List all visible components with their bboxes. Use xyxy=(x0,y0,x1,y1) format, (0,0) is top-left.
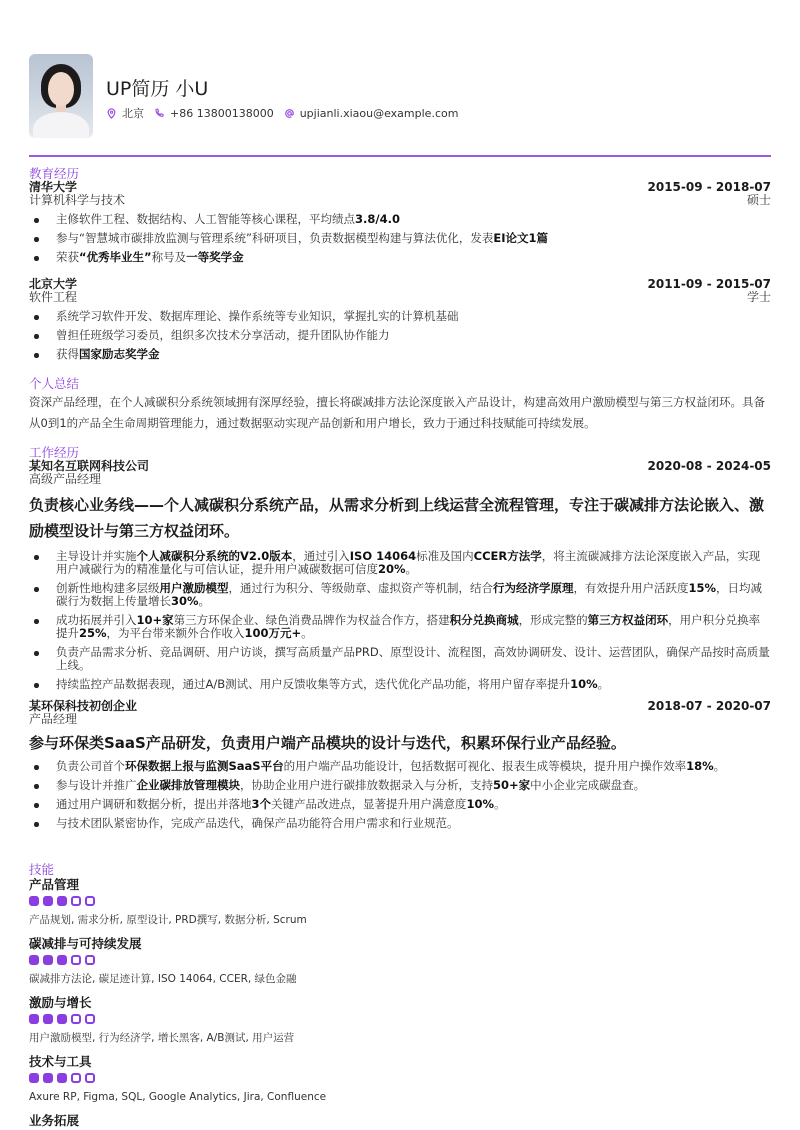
school-name: 北京大学 xyxy=(29,277,78,291)
work-dates: 2020-08 - 2024-05 xyxy=(647,459,771,473)
section-title-summary: 个人总结 xyxy=(29,376,80,391)
summary-text: 资深产品经理，在个人减碳积分系统领域拥有深厚经验，擅长将碳减排方法论深度嵌入产品设计，构建高效用户激励模型与第三方权益闭环。具备从0到1的产品全生命周期管理能力，通过数据驱动实现产品创新和用户增长，致力于通过科技赋能可持续发展。 xyxy=(29,395,765,430)
list-item: 持续监控产品数据表现，通过A/B测试、用户反馈收集等方式，迭代优化产品功能，将用户留存率提升10%。 xyxy=(29,678,771,691)
empty-dot-icon xyxy=(85,955,95,965)
empty-dot-icon xyxy=(71,1014,81,1024)
work-section xyxy=(29,446,771,697)
skill-level-rating xyxy=(29,1014,771,1025)
education-dates: 2015-09 - 2018-07 xyxy=(647,180,771,194)
role-summary: 参与环保类SaaS产品研发，负责用户端产品模块的设计与迭代，积累环保行业产品经验。 xyxy=(29,734,626,752)
education-entry-2 xyxy=(29,278,771,367)
work-entry-2 xyxy=(29,700,771,836)
filled-dot-icon xyxy=(57,1014,67,1024)
education-bullets xyxy=(29,213,771,264)
work-dates: 2018-07 - 2020-07 xyxy=(647,699,771,713)
filled-dot-icon xyxy=(29,1014,39,1024)
skill-name: 碳减排与可持续发展 xyxy=(29,936,142,951)
work-bullets xyxy=(29,760,771,830)
contact-info xyxy=(106,105,468,121)
work-entry-header xyxy=(29,460,771,486)
education-entry-header xyxy=(29,278,771,304)
education-entry-header xyxy=(29,181,771,207)
list-item: 成功拓展并引入10+家第三方环保企业、绿色消费品牌作为权益合作方，搭建积分兑换商城，形成完整的第三方权益闭环，用户积分兑换率提升25%，为平台带来额外合作收入100万元+。 xyxy=(29,614,771,640)
list-item: 主导设计并实施个人减碳积分系统的V2.0版本，通过引入ISO 14064标准及国内CCER方法学，将主流碳减排方法论深度嵌入产品，实现用户减碳行为的精准量化与可信认证，提升用户减碳数据可信度20%。 xyxy=(29,550,771,576)
avatar xyxy=(29,54,93,138)
skill-keywords: 碳减排方法论, 碳足迹计算, ISO 14064, CCER, 绿色金融 xyxy=(29,973,297,985)
filled-dot-icon xyxy=(29,896,39,906)
skill-name: 业务拓展 xyxy=(29,1113,80,1128)
company-name: 某知名互联网科技公司 xyxy=(29,459,150,473)
skills-list xyxy=(29,877,771,1128)
skill-item xyxy=(29,877,771,927)
company-name: 某环保科技初创企业 xyxy=(29,699,138,713)
skill-name: 技术与工具 xyxy=(29,1054,92,1069)
resume-header xyxy=(29,54,771,138)
section-title-skills: 技能 xyxy=(29,862,55,877)
list-item: 参与设计并推广企业碳排放管理模块，协助企业用户进行碳排放数据录入与分析，支持50+家中小企业完成碳盘查。 xyxy=(29,779,771,792)
filled-dot-icon xyxy=(43,955,53,965)
filled-dot-icon xyxy=(43,896,53,906)
skill-name: 激励与增长 xyxy=(29,995,92,1010)
skill-keywords: 产品规划, 需求分析, 原型设计, PRD撰写, 数据分析, Scrum xyxy=(29,914,307,926)
header-divider xyxy=(29,155,771,157)
work-bullets xyxy=(29,550,771,691)
school-name: 清华大学 xyxy=(29,180,78,194)
contact-location: 北京 xyxy=(106,105,144,121)
empty-dot-icon xyxy=(71,955,81,965)
filled-dot-icon xyxy=(57,896,67,906)
list-item: 主修软件工程、数据结构、人工智能等核心课程，平均绩点3.8/4.0 xyxy=(29,213,771,226)
major: 软件工程 xyxy=(29,290,78,304)
skill-name: 产品管理 xyxy=(29,877,80,892)
candidate-name: UP简历 小U xyxy=(106,78,209,100)
degree: 学士 xyxy=(746,290,771,304)
skill-keywords: Axure RP, Figma, SQL, Google Analytics, Jira, Confluence xyxy=(29,1091,327,1103)
filled-dot-icon xyxy=(43,1073,53,1083)
section-title-work: 工作经历 xyxy=(29,445,80,460)
degree: 硕士 xyxy=(746,193,771,207)
empty-dot-icon xyxy=(85,1073,95,1083)
list-item: 荣获“优秀毕业生”称号及一等奖学金 xyxy=(29,251,771,264)
list-item: 获得国家励志奖学金 xyxy=(29,348,771,361)
skill-item xyxy=(29,995,771,1045)
filled-dot-icon xyxy=(29,955,39,965)
skill-item xyxy=(29,1113,771,1128)
location-pin-icon xyxy=(106,108,117,119)
empty-dot-icon xyxy=(85,1014,95,1024)
role-summary: 负责核心业务线——个人减碳积分系统产品，从需求分析到上线运营全流程管理，专注于碳减排方法论嵌入、激励模型设计与第三方权益闭环。 xyxy=(29,496,765,540)
skill-item xyxy=(29,1054,771,1104)
job-title: 产品经理 xyxy=(29,712,78,726)
skill-level-rating xyxy=(29,1073,771,1084)
at-sign-icon xyxy=(284,108,295,119)
skill-level-rating xyxy=(29,896,771,907)
list-item: 创新性地构建多层级用户激励模型，通过行为积分、等级勋章、虚拟资产等机制，结合行为经济学原理，有效提升用户活跃度15%，日均减碳行为数据上传量增长30%。 xyxy=(29,582,771,608)
job-title: 高级产品经理 xyxy=(29,472,102,486)
list-item: 参与“智慧城市碳排放监测与管理系统”科研项目，负责数据模型构建与算法优化，发表EI论文1篇 xyxy=(29,232,771,245)
empty-dot-icon xyxy=(71,896,81,906)
work-entry-header xyxy=(29,700,771,726)
list-item: 系统学习软件开发、数据库理论、操作系统等专业知识，掌握扎实的计算机基础 xyxy=(29,310,771,323)
empty-dot-icon xyxy=(71,1073,81,1083)
education-bullets xyxy=(29,310,771,361)
list-item: 曾担任班级学习委员，组织多次技术分享活动，提升团队协作能力 xyxy=(29,329,771,342)
education-dates: 2011-09 - 2015-07 xyxy=(647,277,771,291)
list-item: 与技术团队紧密协作，完成产品迭代，确保产品功能符合用户需求和行业规范。 xyxy=(29,817,771,830)
contact-phone[interactable]: +86 13800138000 xyxy=(154,107,274,120)
list-item: 负责公司首个环保数据上报与监测SaaS平台的用户端产品功能设计，包括数据可视化、报表生成等模块，提升用户操作效率18%。 xyxy=(29,760,771,773)
skills-section xyxy=(29,863,771,1130)
filled-dot-icon xyxy=(43,1014,53,1024)
list-item: 负责产品需求分析、竞品调研、用户访谈，撰写高质量产品PRD、原型设计、流程图，高效协调研发、设计、运营团队，确保产品按时高质量上线。 xyxy=(29,646,771,672)
summary-section xyxy=(29,377,771,434)
skill-item xyxy=(29,936,771,986)
filled-dot-icon xyxy=(57,1073,67,1083)
contact-email[interactable]: upjianli.xiaou@example.com xyxy=(284,107,459,120)
filled-dot-icon xyxy=(29,1073,39,1083)
empty-dot-icon xyxy=(85,896,95,906)
filled-dot-icon xyxy=(57,955,67,965)
section-title-education: 教育经历 xyxy=(29,166,80,181)
education-section xyxy=(29,167,771,270)
skill-keywords: 用户激励模型, 行为经济学, 增长黑客, A/B测试, 用户运营 xyxy=(29,1032,295,1044)
list-item: 通过用户调研和数据分析，提出并落地3个关键产品改进点，显著提升用户满意度10%。 xyxy=(29,798,771,811)
skill-level-rating xyxy=(29,955,771,966)
major: 计算机科学与技术 xyxy=(29,193,126,207)
phone-icon xyxy=(154,108,165,119)
